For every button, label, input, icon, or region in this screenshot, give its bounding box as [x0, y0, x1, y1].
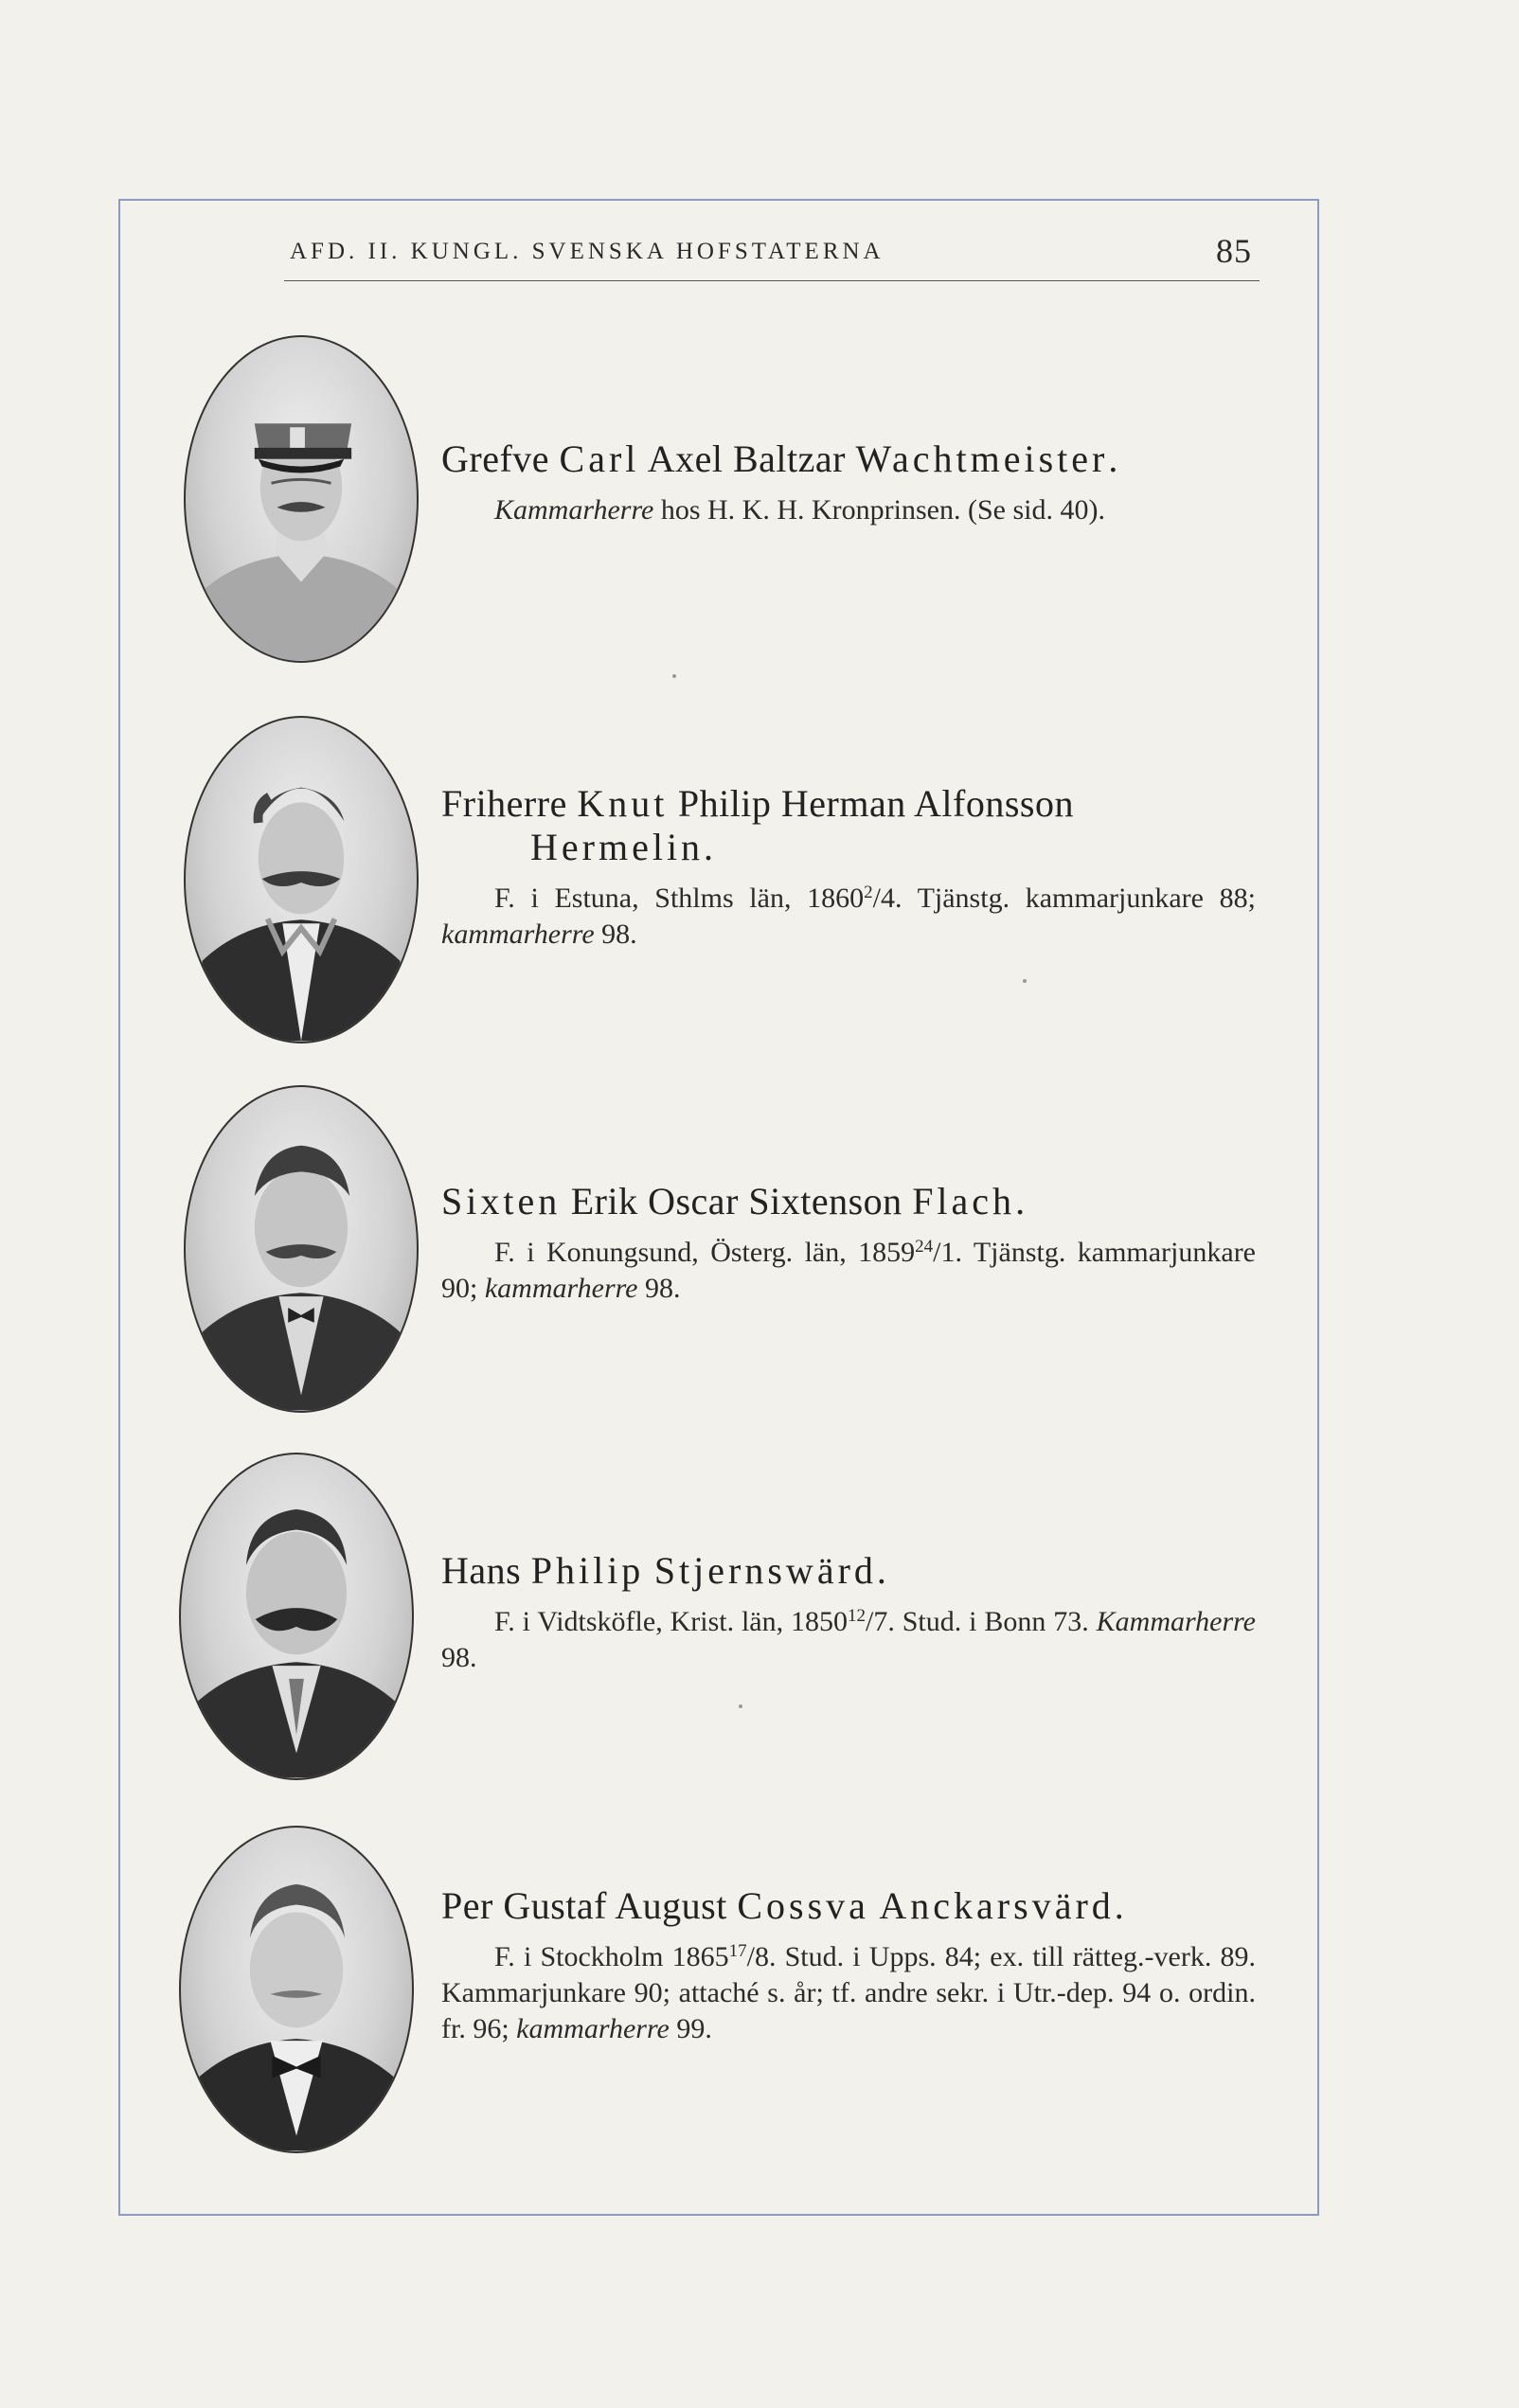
entry-stjernsward [441, 1549, 1256, 1676]
entry-name: Sixten Erik Oscar Sixtenson Flach. [441, 1180, 1026, 1222]
entry-name: Hans Philip Stjernswärd. [441, 1549, 887, 1592]
paper-speck [1023, 979, 1027, 983]
portrait-flach-image [186, 1087, 417, 1411]
portrait-anckarsvard-image [181, 1828, 412, 2151]
running-title: AFD. II. KUNGL. SVENSKA HOFSTATERNA [290, 239, 885, 264]
entry-bio: F. i Konungsund, Österg. län, 1859$^{24}$/1. Tjänstg. kammarjunkare 90; kammarherre 98. [441, 1237, 1257, 1304]
entry-flach [441, 1180, 1256, 1307]
entry-name: Grefve Carl Axel Baltzar Wachtmeister. [441, 437, 1118, 480]
paper-speck [672, 674, 676, 678]
portrait-anckarsvard [179, 1826, 414, 2153]
entry-name: Friherre Knut Philip Herman Alfonsson [441, 782, 1074, 825]
paper-speck [739, 1704, 742, 1708]
entry-wachtmeister [441, 437, 1256, 528]
entry-name: Per Gustaf August Cossva Anckarsvärd. [441, 1884, 1125, 1927]
entry-anckarsvard [441, 1884, 1256, 2047]
entry-bio: F. i Estuna, Sthlms län, 1860$^2$/4. Tjänstg. kammarjunkare 88; kammarherre 98. [441, 883, 1256, 950]
portrait-stjernsward-image [181, 1454, 412, 1778]
entry-hermelin [441, 782, 1256, 953]
entry-bio: F. i Vidtsköfle, Krist. län, 1850$^{12}$/7. Stud. i Bonn 73. Kammarherre 98. [441, 1606, 1256, 1673]
entry-bio: Kammarherre hos H. K. H. Kronprinsen. (Se sid. 40). [494, 494, 1105, 526]
portrait-hermelin-image [186, 718, 417, 1042]
portrait-stjernsward [179, 1453, 414, 1780]
portrait-hermelin [184, 716, 419, 1043]
running-header [284, 227, 1260, 281]
entry-bio: F. i Stockholm 1865$^{17}$/8. Stud. i Upps. 84; ex. till rätteg.-verk. 89. Kammarjunkare 90; attaché s. år; tf. andre sekr. i Utr.-dep. 94 o. ordin. fr. 96; kammarherre 99. [441, 1941, 1256, 2044]
portrait-flach [184, 1085, 419, 1413]
portrait-wachtmeister [184, 335, 419, 663]
page-number: 85 [1216, 232, 1252, 270]
portrait-wachtmeister-image [186, 337, 417, 661]
entry-name-continued: Hermelin. [530, 826, 718, 868]
